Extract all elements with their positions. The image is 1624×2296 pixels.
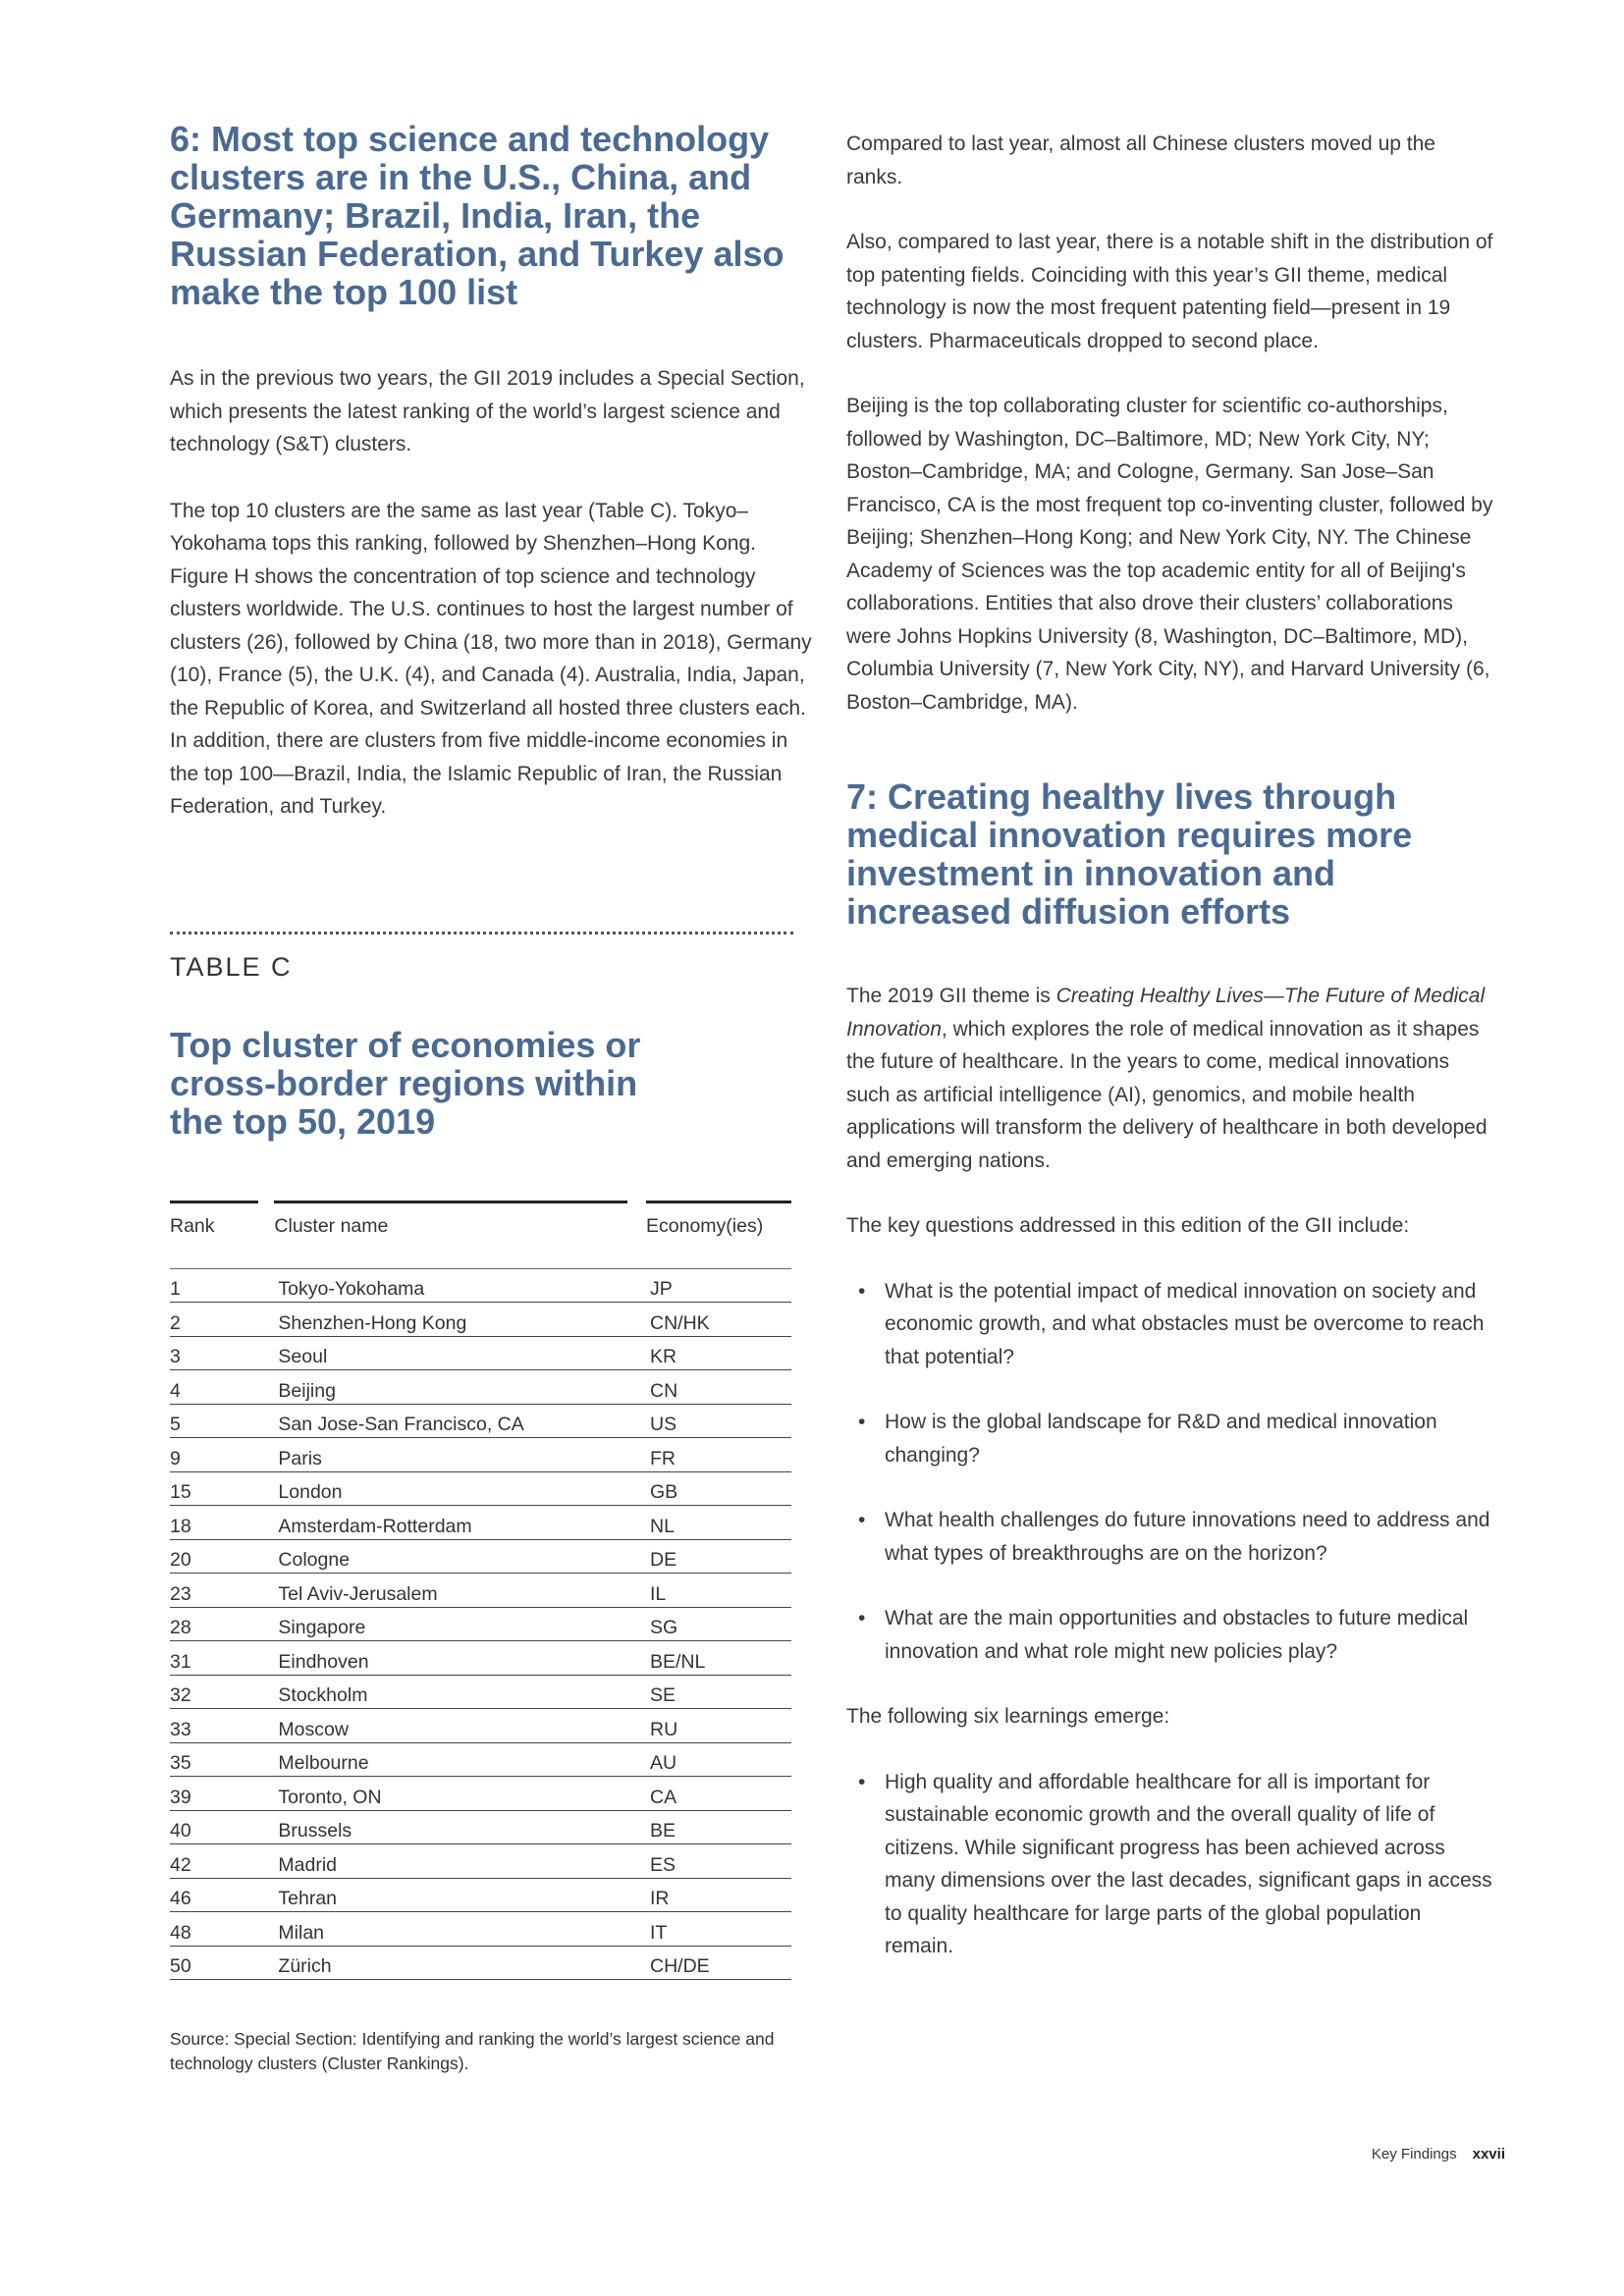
cell-rank: 20 <box>170 1539 260 1574</box>
cell-economy: CN/HK <box>638 1303 791 1337</box>
cell-cluster-name: Eindhoven <box>260 1641 638 1676</box>
table-row <box>170 1404 791 1438</box>
cell-rank: 4 <box>170 1370 260 1405</box>
cell-economy: DE <box>638 1539 791 1574</box>
table-row <box>170 1878 791 1912</box>
cell-cluster-name: Cologne <box>260 1539 638 1574</box>
cell-cluster-name: Milan <box>260 1912 638 1947</box>
right-paragraph-3: Beijing is the top collaborating cluster for scientific co-authorships, followed by Washington, DC–Baltimore, MD; New York City, NY; Boston–Cambridge, MA; and Cologne, Germany. San Jose–San Francisco, CA is the most frequent top co-inventing cluster, followed by Beijing; Shenzhen–Hong Kong; and New York City, NY. The Chinese Academy of Sciences was the top academic entity for all of Beijing's collaborations. Entities that also drove their clusters’ collaborations were Johns Hopkins University (8, Washington, DC–Baltimore, MD), Columbia University (7, New York City, NY), and Harvard University (6, Boston–Cambridge, MA). <box>846 395 1493 714</box>
cell-cluster-name: Singapore <box>260 1607 638 1641</box>
table-row <box>170 1539 791 1574</box>
cell-rank: 5 <box>170 1404 260 1438</box>
question-item: • What is the potential impact of medical innovation on society and economic growth, and what obstacles must be overcome to reach that potential? <box>846 1275 1494 1374</box>
cell-cluster-name: Beijing <box>260 1370 638 1405</box>
cell-cluster-name: Zürich <box>260 1946 638 1980</box>
cell-rank: 3 <box>170 1336 260 1370</box>
table-title: Top cluster of economies or cross-border regions within the top 50, 2019 <box>170 1024 641 1142</box>
table-row <box>170 1810 791 1844</box>
right-column <box>846 128 1494 1996</box>
cell-cluster-name: Tel Aviv-Jerusalem <box>260 1574 638 1608</box>
cell-cluster-name: Moscow <box>260 1709 638 1743</box>
cell-economy: NL <box>638 1506 791 1540</box>
cell-rank: 15 <box>170 1471 260 1506</box>
table-row <box>170 1268 791 1303</box>
table-row <box>170 1844 791 1879</box>
column-header-economy: Economy(ies) <box>638 1184 791 1255</box>
learning-item: • High quality and affordable healthcare for all is important for sustainable economic growth and the overall quality of life of citizens. While significant progress has been achieved across many dimensions over the last decades, significant gaps in access to quality healthcare for large parts of the global population remain. <box>846 1766 1494 1963</box>
right-paragraph-1: Compared to last year, almost all Chinese clusters moved up the ranks. <box>846 133 1435 188</box>
cell-cluster-name: Toronto, ON <box>260 1777 638 1811</box>
table-row <box>170 1709 791 1743</box>
cell-cluster-name: Shenzhen-Hong Kong <box>260 1303 638 1337</box>
right-paragraph-5: The key questions addressed in this edition of the GII include: <box>846 1214 1410 1237</box>
footer-section-name: Key Findings <box>1371 2146 1457 2163</box>
cell-rank: 1 <box>170 1268 260 1303</box>
cell-economy: IL <box>638 1574 791 1608</box>
table-row <box>170 1777 791 1811</box>
section-6-paragraph-1: As in the previous two years, the GII 2019 includes a Special Section, which presents the latest ranking of the world’s largest science and technology (S&T) clusters. <box>170 367 805 455</box>
section-6-heading: 6: Most top science and technology clusters are in the U.S., China, and Germany; Brazil, India, Iran, the Russian Federation, and Turkey also make the top 100 list <box>170 119 785 312</box>
page-footer <box>1372 2146 1505 2163</box>
left-column <box>170 120 818 2076</box>
cell-rank: 35 <box>170 1742 260 1777</box>
cell-cluster-name: Stockholm <box>260 1675 638 1709</box>
cell-rank: 48 <box>170 1912 260 1947</box>
table-row <box>170 1675 791 1709</box>
cell-economy: KR <box>638 1336 791 1370</box>
cell-rank: 42 <box>170 1844 260 1879</box>
right-paragraph-6: The following six learnings emerge: <box>846 1705 1170 1728</box>
question-item: • How is the global landscape for R&D and medical innovation changing? <box>846 1406 1494 1471</box>
cell-economy: US <box>638 1404 791 1438</box>
table-row <box>170 1912 791 1947</box>
cell-economy: IR <box>638 1878 791 1912</box>
right-paragraph-4: The 2019 GII theme is Creating Healthy Lives—The Future of Medical Innovation, which explores the role of medical innovation as it shapes the future of healthcare. In the years to come, medical innovations such as artificial intelligence (AI), genomics, and mobile health applications will transform the delivery of healthcare in both developed and emerging nations. <box>846 985 1488 1172</box>
cell-economy: RU <box>638 1709 791 1743</box>
cell-economy: IT <box>638 1912 791 1947</box>
table-row <box>170 1336 791 1370</box>
cell-cluster-name: Amsterdam-Rotterdam <box>260 1506 638 1540</box>
learnings-list <box>846 1766 1494 1963</box>
cell-rank: 9 <box>170 1438 260 1472</box>
cell-rank: 31 <box>170 1641 260 1676</box>
clusters-table-body <box>170 1255 791 1980</box>
page-number: xxvii <box>1472 2146 1505 2163</box>
cell-cluster-name: Tehran <box>260 1878 638 1912</box>
table-label: TABLE C <box>170 951 293 982</box>
table-row <box>170 1946 791 1980</box>
cell-economy: SE <box>638 1675 791 1709</box>
cell-rank: 50 <box>170 1946 260 1980</box>
clusters-table <box>170 1184 791 1981</box>
cell-cluster-name: Madrid <box>260 1844 638 1879</box>
cell-rank: 39 <box>170 1777 260 1811</box>
cell-economy: AU <box>638 1742 791 1777</box>
table-row <box>170 1303 791 1337</box>
cell-economy: GB <box>638 1471 791 1506</box>
cell-rank: 2 <box>170 1303 260 1337</box>
cell-economy: CN <box>638 1370 791 1405</box>
table-row <box>170 1742 791 1777</box>
cell-economy: JP <box>638 1268 791 1303</box>
cell-economy: BE <box>638 1810 791 1844</box>
table-row <box>170 1370 791 1405</box>
cell-cluster-name: London <box>260 1471 638 1506</box>
table-row <box>170 1641 791 1676</box>
cell-cluster-name: Melbourne <box>260 1742 638 1777</box>
table-row <box>170 1506 791 1540</box>
cell-rank: 32 <box>170 1675 260 1709</box>
cell-rank: 46 <box>170 1878 260 1912</box>
cell-cluster-name: San Jose-San Francisco, CA <box>260 1404 638 1438</box>
table-row <box>170 1438 791 1472</box>
right-paragraph-2: Also, compared to last year, there is a notable shift in the distribution of top patenting fields. Coinciding with this year’s GII theme, medical technology is now the most frequent patenting field—present in 19 clusters. Pharmaceuticals dropped to second place. <box>846 231 1493 352</box>
column-header-rank: Rank <box>170 1184 260 1255</box>
cell-rank: 18 <box>170 1506 260 1540</box>
table-row <box>170 1471 791 1506</box>
cell-economy: BE/NL <box>638 1641 791 1676</box>
cell-rank: 33 <box>170 1709 260 1743</box>
question-item: • What are the main opportunities and obstacles to future medical innovation and what role might new policies play? <box>846 1602 1494 1668</box>
cell-rank: 23 <box>170 1574 260 1608</box>
table-divider <box>170 932 793 934</box>
cell-cluster-name: Brussels <box>260 1810 638 1844</box>
cell-rank: 40 <box>170 1810 260 1844</box>
column-header-cluster-name: Cluster name <box>260 1184 638 1255</box>
table-source: Source: Special Section: Identifying and ranking the world’s largest science and technology clusters (Cluster Rankings). <box>170 2029 775 2073</box>
section-7-heading: 7: Creating healthy lives through medical innovation requires more investment in innovation and increased diffusion efforts <box>846 776 1413 932</box>
cell-economy: SG <box>638 1607 791 1641</box>
cell-economy: CA <box>638 1777 791 1811</box>
cell-cluster-name: Tokyo-Yokohama <box>260 1268 638 1303</box>
table-row <box>170 1607 791 1641</box>
questions-list <box>846 1275 1494 1669</box>
section-6-paragraph-2: The top 10 clusters are the same as last year (Table C). Tokyo–Yokohama tops this ranking, followed by Shenzhen–Hong Kong. Figure H shows the concentration of top science and technology clusters worldwide. The U.S. continues to host the largest number of clusters (26), followed by China (18, two more than in 2018), Germany (10), France (5), the U.K. (4), and Canada (4). Australia, India, Japan, the Republic of Korea, and Switzerland all hosted three clusters each. In addition, there are clusters from five middle-income economies in the top 100—Brazil, India, the Islamic Republic of Iran, the Russian Federation, and Turkey. <box>170 499 812 818</box>
cell-cluster-name: Seoul <box>260 1336 638 1370</box>
question-item: • What health challenges do future innovations need to address and what types of breakthroughs are on the horizon? <box>846 1504 1494 1570</box>
cell-economy: ES <box>638 1844 791 1879</box>
cell-economy: CH/DE <box>638 1946 791 1980</box>
cell-cluster-name: Paris <box>260 1438 638 1472</box>
cell-economy: FR <box>638 1438 791 1472</box>
cell-rank: 28 <box>170 1607 260 1641</box>
table-row <box>170 1574 791 1608</box>
